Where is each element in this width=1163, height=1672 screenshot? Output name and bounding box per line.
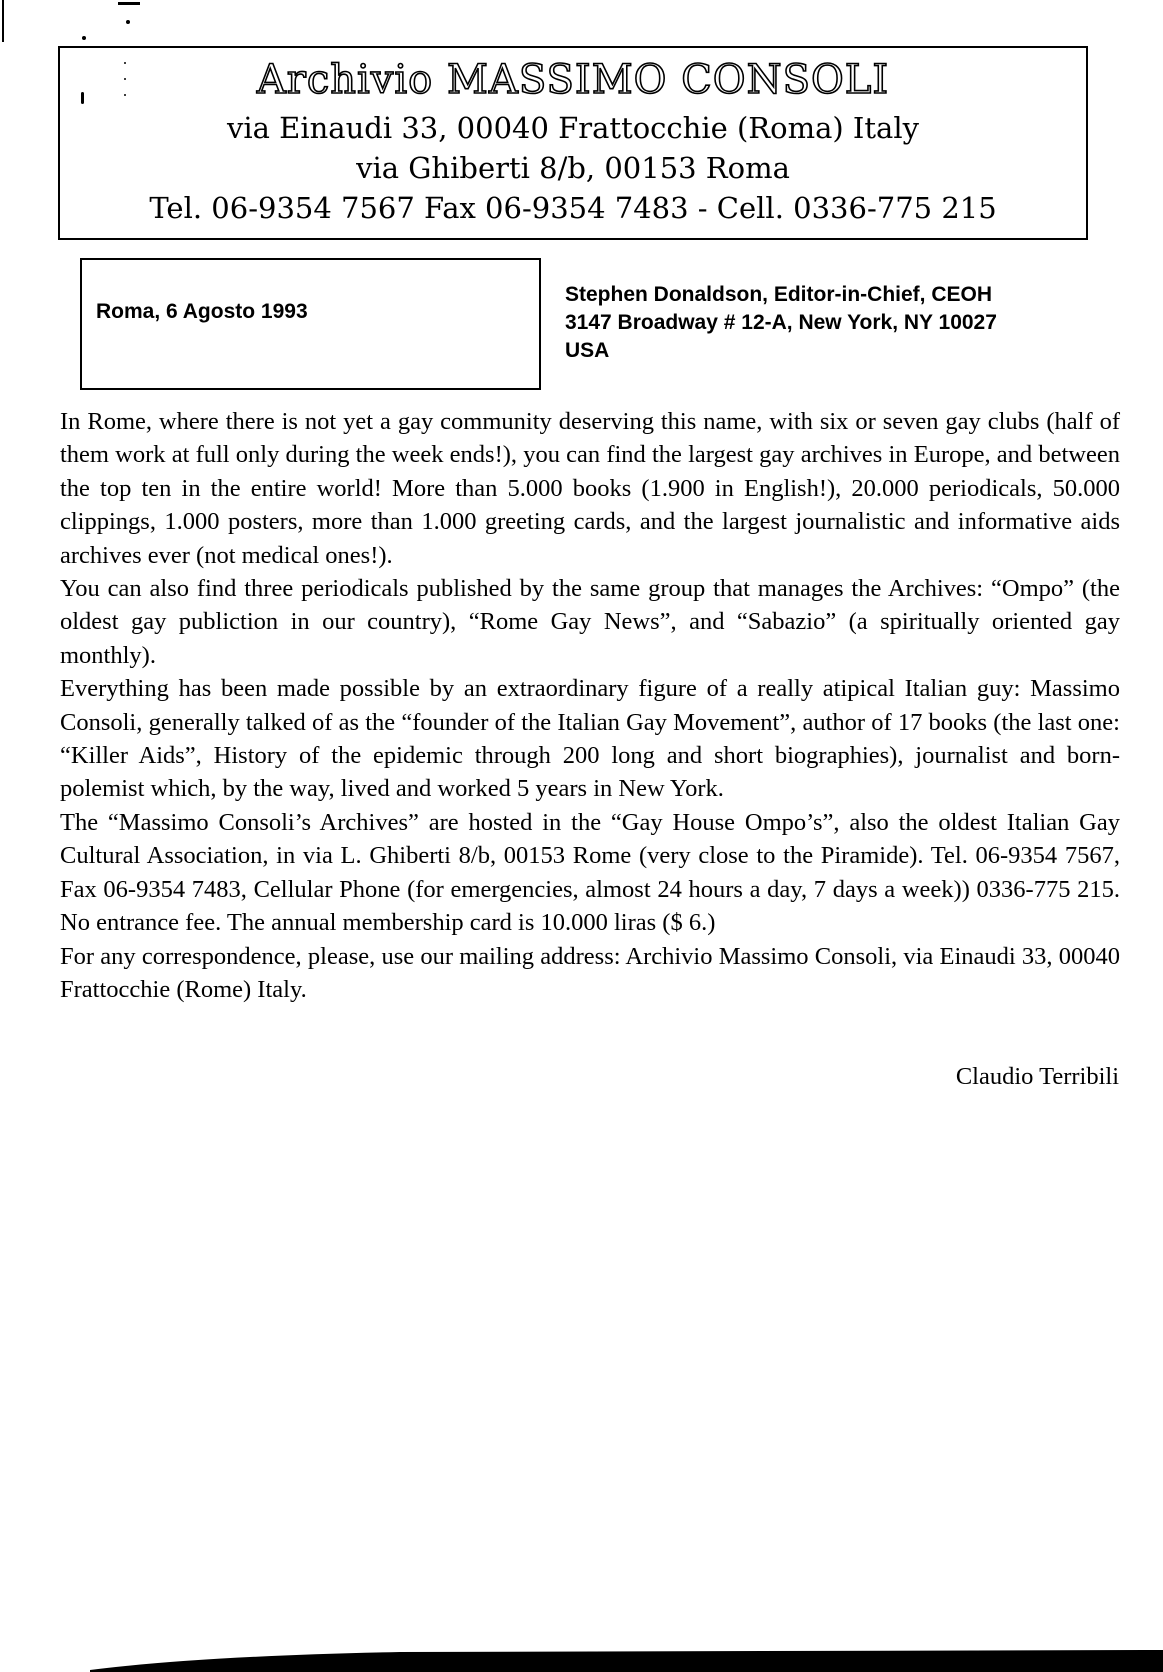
scan-dot-mark: [82, 36, 86, 40]
body-paragraph-5: For any correspondence, please, use our mailing address: Archivio Massimo Consoli, via Einaudi 33, 00040 Frattocchie (Rome) Italy.: [60, 942, 1120, 1003]
scan-dash-mark: [118, 2, 140, 5]
letter-date: Roma, 6 Agosto 1993: [96, 300, 308, 323]
letterhead-title: Archivio MASSIMO CONSOLI: [256, 57, 890, 103]
letterhead-address-1: via Einaudi 33, 00040 Frattocchie (Roma) Italy: [227, 111, 919, 145]
recipient-line-3: USA: [565, 339, 610, 362]
letterhead-box: [58, 46, 1088, 240]
scan-dot-mark: [126, 20, 130, 24]
scan-edge-mark: [2, 0, 4, 42]
recipient-address: [565, 281, 997, 365]
body-paragraph-4: The “Massimo Consoli’s Archives” are hosted in the “Gay House Ompo’s”, also the oldest Italian Gay Cultural Association, in via L. Ghiberti 8/b, 00153 Rome (very close to the Piramide). Tel. 06-9354 7567, Fax 06-9354 7483, Cellular Phone (for emergencies, almost 24 hours a day, 7 days a week)) 0336-775 215. No entrance fee. The annual membership card is 10.000 liras ($ 6.): [60, 808, 1120, 937]
letterhead-contact: Tel. 06-9354 7567 Fax 06-9354 7483 - Cell. 0336-775 215: [149, 191, 997, 225]
body-paragraph-1: In Rome, where there is not yet a gay community deserving this name, with six or seven gay clubs (half of them work at full only during the week ends!), you can find the largest gay archives in Europe, and between the top ten in the entire world! More than 5.000 books (1.900 in English!), 20.000 periodicals, 50.000 clippings, 1.000 posters, more than 1.000 greeting cards, and the largest journalistic and informative aids archives ever (not medical ones!).: [60, 408, 1120, 569]
recipient-line-2: 3147 Broadway # 12-A, New York, NY 10027: [565, 311, 997, 334]
letter-body: [60, 405, 1120, 1006]
body-paragraph-3: Everything has been made possible by an extraordinary figure of a really atipical Italian guy: Massimo Consoli, generally talked of as the “founder of the Italian Gay Movement”, author of 17 books (the last one: “Killer Aids”, History of the epidemic through 200 long and short biographies), journalist and born-polemist which, by the way, lived and worked 5 years in New York.: [60, 675, 1120, 803]
letterhead-address-2: via Ghiberti 8/b, 00153 Roma: [356, 151, 790, 185]
signature-name: Claudio Terribili: [955, 1063, 1119, 1090]
body-paragraph-2: You can also find three periodicals published by the same group that manages the Archives: “Ompo” (the oldest gay publiction in our country), “Rome Gay News”, and “Sabazio” (a spiritually oriented gay monthly).: [60, 575, 1120, 669]
date-box: [80, 258, 541, 390]
recipient-line-1: Stephen Donaldson, Editor-in-Chief, CEOH: [565, 283, 992, 306]
scan-bottom-edge: [0, 1642, 1163, 1672]
